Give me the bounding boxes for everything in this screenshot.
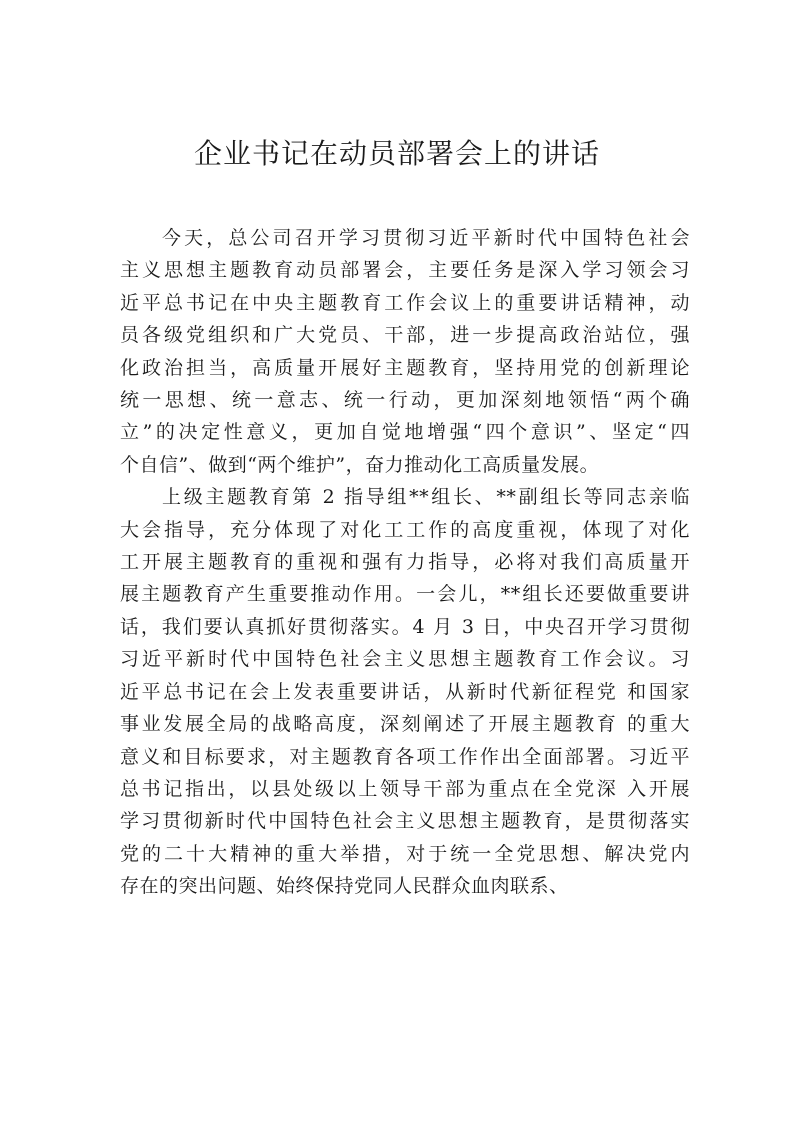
paragraph-2 (120, 481, 690, 902)
text-line: 存在的突出问题、始终保持党同人民群众血肉联系、 (120, 875, 569, 898)
text-line: 员各级党组织和广大党员、干部，进一步提高政治站位，强 (120, 324, 690, 347)
text-line: 化政治担当，高质量开展好主题教育，坚持用党的创新理论 (120, 356, 690, 379)
text-line: 上级主题教育第 2 指导组**组长、**副组长等同志亲临 (162, 486, 690, 509)
text-line: 话，我们要认真抓好贯彻落实。4 月 3 日，中央召开学习贯彻 (120, 615, 690, 638)
text-line: 事业发展全局的战略高度，深刻阐述了开展主题教育 的重大 (120, 713, 690, 736)
text-line: 今天，总公司召开学习贯彻习近平新时代中国特色社会 (162, 227, 690, 249)
text-line: 习近平新时代中国特色社会主义思想主题教育工作会议。习 (120, 648, 690, 671)
text-line: 总书记指出，以县处级以上领导干部为重点在全党深 入开展 (120, 777, 690, 800)
text-line: 大会指导，充分体现了对化工工作的高度重视，体现了对化 (120, 518, 690, 541)
text-line: 统一思想、统一意志、统一行动，更加深刻地领悟“两个确 (120, 389, 690, 412)
text-line: 学习贯彻新时代中国特色社会主义思想主题教育，是贯彻落实 (120, 810, 690, 833)
text-line: 党的二十大精神的重大举措，对于统一全党思想、解决党内 (120, 842, 690, 865)
document-body (120, 222, 690, 903)
paragraph-1 (120, 222, 690, 481)
text-line: 近平总书记在中央主题教育工作会议上的重要讲话精神，动 (120, 291, 690, 314)
text-line: 立”的决定性意义，更加自觉地增强“四个意识”、坚定“四 (120, 421, 690, 444)
document-title: 企业书记在动员部署会上的讲话 (193, 137, 600, 170)
text-line: 工开展主题教育的重视和强有力指导，必将对我们高质量开 (120, 551, 690, 574)
text-line: 近平总书记在会上发表重要讲话，从新时代新征程党 和国家 (120, 680, 690, 703)
text-line: 意义和目标要求，对主题教育各项工作作出全面部署。习近平 (120, 745, 690, 768)
text-line: 个自信”、做到“两个维护”，奋力推动化工高质量发展。 (120, 453, 600, 476)
text-line: 主义思想主题教育动员部署会，主要任务是深入学习领会习 (120, 259, 690, 282)
text-line: 展主题教育产生重要推动作用。一会儿，**组长还要做重要讲 (120, 583, 690, 606)
